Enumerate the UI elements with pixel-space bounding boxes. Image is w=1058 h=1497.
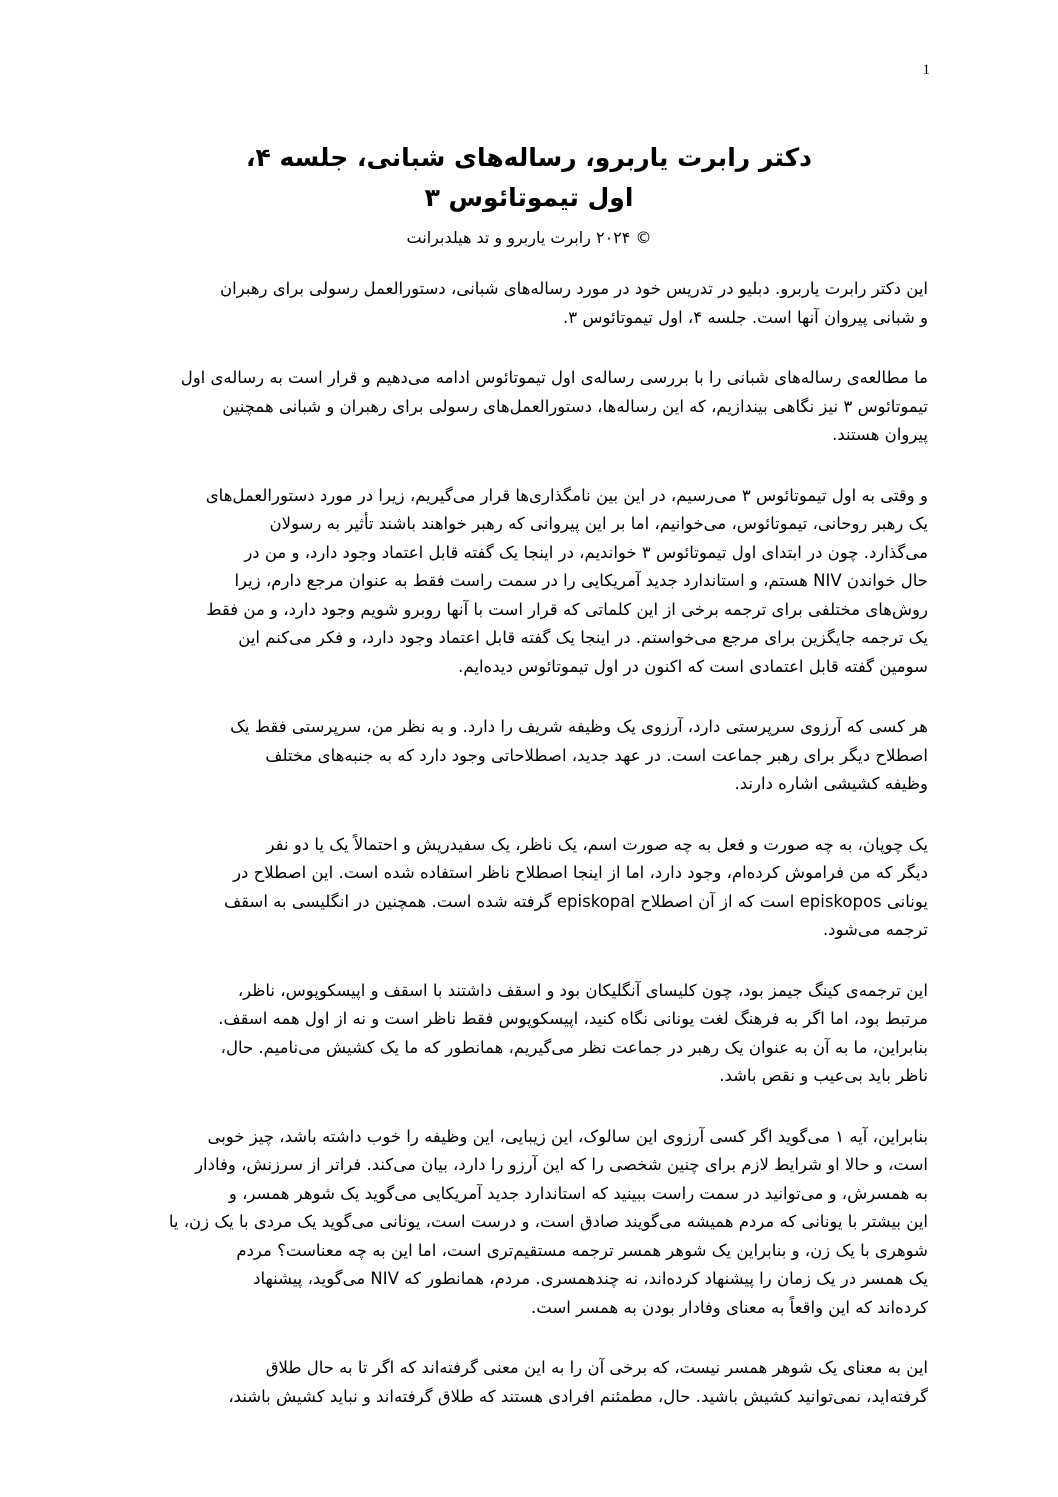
- text-line: وظیفه کشیشی اشاره دارند.: [734, 774, 928, 793]
- text-line: کرده‌اند که این واقعاً به معنای وفادار بودن به همسر است.: [531, 1297, 928, 1317]
- text-line: یک رهبر روحانی، تیموتائوس، می‌خوانیم، اما بر این پیروانی که رهبر خواهند باشند تأثیر به رسولان: [269, 514, 928, 533]
- text-line: حال خواندن NIV هستم، و استاندارد جدید آمریکایی را در سمت راست فقط به عنوان مرجع دارم، زیرا: [234, 571, 928, 590]
- text-line: و وقتی به اول تیموتائوس ۳ می‌رسیم، در این بین نامگذاری‌ها قرار می‌گیریم، زیرا در مورد دستورالعمل‌های: [205, 485, 928, 505]
- text-line: بنابراین، آیه ۱ می‌گوید اگر کسی آرزوی این سالوک، این زیبایی، این وظیفه را خوب داشته باشد، چیز خوبی: [207, 1126, 928, 1146]
- text-line: مرتبط بود، اما اگر به فرهنگ لغت یونانی نگاه کنید، اپیسکوپوس فقط ناظر است و نه از اول همه اسقف.: [218, 1009, 928, 1028]
- text-line: شوهری با یک زن، و بنابراین یک شوهر همسر ترجمه مستقیم‌تری است، اما این به چه معناست؟ مردم: [236, 1240, 928, 1260]
- text-line: یک چوپان، به چه صورت و فعل به چه صورت اسم، یک ناظر، یک سفیدریش و احتمالاً یک یا دو نفر: [266, 834, 928, 854]
- text-line: یک ترجمه جایگزین برای مرجع می‌خواستم. در اینجا یک گفته قابل اعتماد وجود دارد، و فکر می‌کنم این: [238, 628, 928, 647]
- text-line: یک همسر در یک زمان را پیشنهاد کرده‌اند، نه چندهمسری. مردم، همانطور که NIV می‌گوید، پیشنهاد: [253, 1269, 928, 1288]
- text-line: تیموتائوس ۳ نیز نگاهی بیندازیم، که این رساله‌ها، دستورالعمل‌های رسولی برای رهبران و شبانی همچنین: [222, 396, 928, 416]
- document-body: [128, 275, 928, 1443]
- text-line: ما مطالعه‌ی رساله‌های شبانی را با بررسی رساله‌ی اول تیموتائوس ادامه می‌دهیم و قرار است به رساله‌ی اول: [180, 368, 928, 387]
- text-line: اصطلاح دیگر برای رهبر جماعت است. در عهد جدید، اصطلاحاتی وجود دارد که به جنبه‌های مختلف: [265, 745, 928, 765]
- text-line: این به معنای یک شوهر همسر نیست، که برخی آن را به این معنی گرفته‌اند که اگر تا به حال طلاق: [265, 1358, 928, 1377]
- paragraph-7: [128, 1123, 928, 1323]
- page-number: 1: [922, 62, 930, 78]
- text-line: گرفته‌اید، نمی‌توانید کشیش باشید. حال، مطمئنم افرادی هستند که طلاق گرفته‌اند و نباید کشیش باشند،: [228, 1386, 928, 1406]
- title-line-2: اول تیموتائوس ۳: [424, 183, 634, 212]
- text-line: این ترجمه‌ی کینگ جیمز بود، چون کلیسای آنگلیکان بود و اسقف داشتند با اسقف و اپیسکوپوس، ناظر،: [237, 980, 928, 1000]
- copyright-notice: © ۲۰۲۴ رابرت یاربرو و تد هیلدبرانت: [406, 228, 652, 247]
- text-line: بنابراین، ما به آن به عنوان یک رهبر در جماعت نظر می‌گیریم، همانطور که ما یک کشیش می‌نامیم. حال،: [220, 1037, 928, 1057]
- text-line: پیروان هستند.: [832, 425, 928, 444]
- text-line: ترجمه می‌شود.: [822, 920, 928, 939]
- text-line: دیگر که من فراموش کرده‌ام، وجود دارد، اما از اینجا اصطلاح ناظر استفاده شده است. این اصطلاح در: [233, 863, 928, 882]
- title-line-1: دکتر رابرت یاربرو، رساله‌های شبانی، جلسه ۴،: [245, 143, 812, 172]
- paragraph-5: [128, 831, 928, 945]
- text-line: و شبانی پیروان آنها است. جلسه ۴، اول تیموتائوس ۳.: [563, 307, 928, 327]
- paragraph-3: [128, 482, 928, 682]
- paragraph-6: [128, 977, 928, 1091]
- document-title: [0, 138, 1058, 218]
- text-line: این بیشتر با یونانی که مردم همیشه می‌گویند صادق است، و درست است، یونانی می‌گوید یک مردی با یک زن، یا: [168, 1212, 928, 1231]
- text-line: این دکتر رابرت یاربرو. دبلیو در تدریس خود در مورد رساله‌های شبانی، دستورالعمل رسولی برای رهبران: [220, 279, 928, 298]
- paragraph-2: [128, 364, 928, 450]
- text-line: است، و حالا او شرایط لازم برای چنین شخصی را که این آرزو را دارد، بیان می‌کند. فراتر از سرزنش، وفادار: [195, 1155, 928, 1174]
- text-line: یونانی episkopos است که از آن اصطلاح episkopal گرفته شده است. همچنین در انگلیسی به اسقف: [224, 891, 928, 911]
- text-line: هر کسی که آرزوی سرپرستی دارد، آرزوی یک وظیفه شریف را دارد. و به نظر من، سرپرستی فقط یک: [230, 717, 928, 736]
- paragraph-4: [128, 713, 928, 799]
- text-line: سومین گفته قابل اعتمادی است که اکنون در اول تیموتائوس دیده‌ایم.: [458, 656, 928, 676]
- text-line: روش‌های مختلفی برای ترجمه برخی از این کلماتی که قرار است با آنها روبرو شویم وجود دارد، و من فقط: [206, 599, 928, 619]
- text-line: ناظر باید بی‌عیب و نقص باشد.: [719, 1066, 928, 1085]
- paragraph-1: [128, 275, 928, 332]
- text-line: می‌گذارد. چون در ابتدای اول تیموتائوس ۳ خواندیم، در اینجا یک گفته قابل اعتماد وجود دارد، و من در: [244, 542, 928, 562]
- paragraph-8: [128, 1354, 928, 1411]
- text-line: به همسرش، و می‌توانید در سمت راست ببینید که استاندارد جدید آمریکایی می‌گوید یک شوهر همسر، و: [228, 1183, 928, 1203]
